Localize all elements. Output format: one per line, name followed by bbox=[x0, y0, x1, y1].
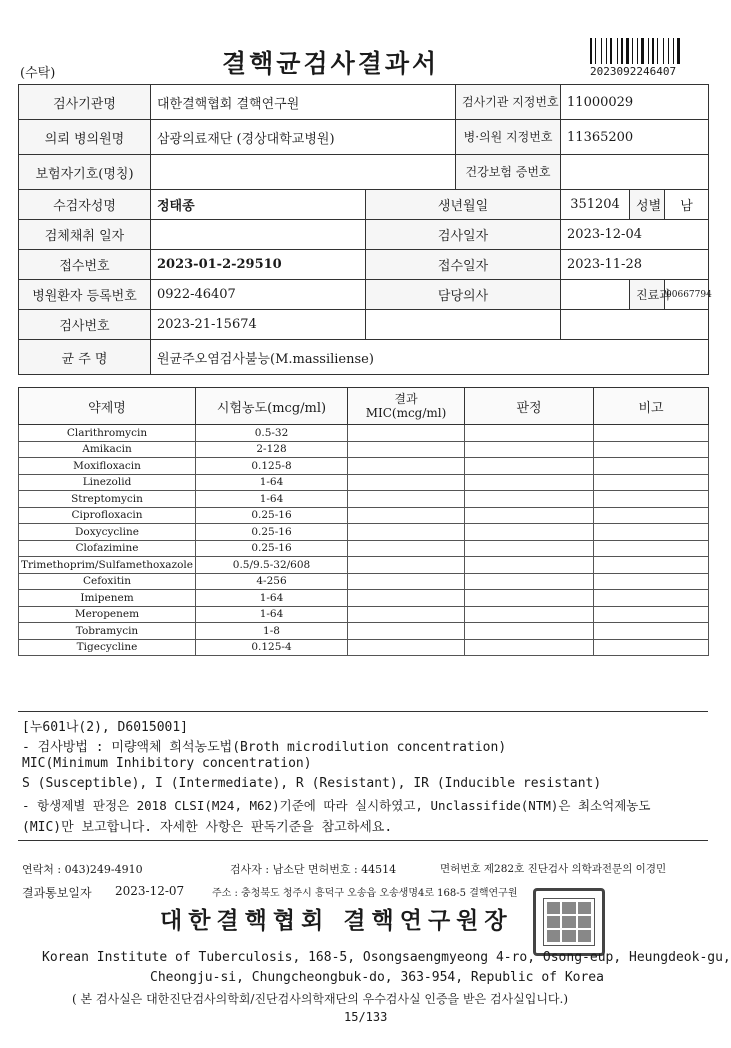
judgement-cell bbox=[465, 524, 594, 541]
test-no-label: 검사번호 bbox=[19, 310, 151, 340]
mic-cell bbox=[348, 474, 465, 491]
address-kr: 주소 : 충청북도 청주시 흥덕구 오송읍 오송생명4로 168-5 결핵연구원 bbox=[212, 888, 518, 899]
drug-row bbox=[19, 623, 709, 640]
hosp-code-label: 병·의원 지정번호 bbox=[456, 120, 561, 155]
drug-susceptibility-table bbox=[18, 387, 709, 656]
test-date-value: 2023-12-04 bbox=[561, 220, 709, 250]
inst-code-label: 검사기관 지정번호 bbox=[456, 85, 561, 120]
remark-cell bbox=[594, 458, 709, 475]
test-date-label: 검사일자 bbox=[366, 220, 561, 250]
drug-name-cell: Cefoxitin bbox=[19, 573, 196, 590]
drug-name-cell: Amikacin bbox=[19, 441, 196, 458]
remark-cell bbox=[594, 425, 709, 442]
dob-label: 생년월일 bbox=[366, 190, 561, 220]
receipt-tag: (수탁) bbox=[20, 66, 56, 81]
certification-note: ( 본 검사실은 대한진단검사의학회/진단검사의학재단의 우수검사실 인증을 받은 검사실입니다.) bbox=[72, 992, 569, 1006]
drug-row bbox=[19, 491, 709, 508]
barcode-bar bbox=[595, 38, 596, 64]
remark-cell bbox=[594, 474, 709, 491]
mic-cell bbox=[348, 425, 465, 442]
col-header-result-top: 결과 bbox=[394, 392, 418, 406]
drug-name-cell: Tigecycline bbox=[19, 639, 196, 656]
conc-cell: 0.5-32 bbox=[196, 425, 348, 442]
mic-cell bbox=[348, 590, 465, 607]
drug-name-cell: Doxycycline bbox=[19, 524, 196, 541]
page-title: 결핵균검사결과서 bbox=[222, 49, 440, 78]
organization-name: 대한결핵협회 결핵연구원장 bbox=[160, 907, 513, 934]
judgement-cell bbox=[465, 639, 594, 656]
empty-cell bbox=[366, 310, 561, 340]
address-en-line1: Korean Institute of Tuberculosis, 168-5, Osongsaengmyeong 4-ro, Osong-eup, Heungdeok-gu, bbox=[42, 950, 731, 965]
col-header-result-bottom: MIC(mcg/ml) bbox=[365, 406, 447, 420]
barcode-bar bbox=[626, 38, 629, 64]
judgement-cell bbox=[465, 507, 594, 524]
drug-row bbox=[19, 573, 709, 590]
conc-cell: 1-64 bbox=[196, 474, 348, 491]
dept-value: 00667794 bbox=[665, 280, 709, 310]
patient-info-table bbox=[18, 84, 712, 375]
remark-cell bbox=[594, 507, 709, 524]
remark-cell bbox=[594, 524, 709, 541]
conc-cell: 0.25-16 bbox=[196, 507, 348, 524]
conc-cell: 1-8 bbox=[196, 623, 348, 640]
conc-cell: 1-64 bbox=[196, 590, 348, 607]
mic-cell bbox=[348, 524, 465, 541]
health-no-label: 건강보험 증번호 bbox=[456, 155, 561, 190]
test-no-value: 2023-21-15674 bbox=[151, 310, 366, 340]
hospital-label: 의뢰 병의원명 bbox=[19, 120, 151, 155]
dob-value: 351204 bbox=[561, 190, 630, 220]
notes-line: (MIC)만 보고합니다. 자세한 사항은 판독기준을 참고하세요. bbox=[22, 820, 393, 835]
remark-cell bbox=[594, 491, 709, 508]
mic-cell bbox=[348, 557, 465, 574]
barcode-bar bbox=[610, 38, 612, 64]
col-header-judgement: 판정 bbox=[465, 388, 594, 425]
drug-row bbox=[19, 425, 709, 442]
notify-date: 2023-12-07 bbox=[115, 884, 185, 898]
drug-row bbox=[19, 590, 709, 607]
barcode-bar bbox=[617, 38, 618, 64]
barcode-bar bbox=[668, 38, 669, 64]
conc-cell: 0.25-16 bbox=[196, 524, 348, 541]
col-header-remark: 비고 bbox=[594, 388, 709, 425]
barcode-bar bbox=[601, 38, 602, 64]
receipt-no-label: 접수번호 bbox=[19, 250, 151, 280]
col-header-conc: 시험농도(mcg/ml) bbox=[196, 388, 348, 425]
barcode-bar bbox=[632, 38, 633, 64]
drug-row bbox=[19, 474, 709, 491]
barcode-bar bbox=[637, 38, 638, 64]
col-header-result bbox=[348, 388, 465, 425]
judgement-cell bbox=[465, 474, 594, 491]
dept-label: 진료과 bbox=[630, 280, 665, 310]
remark-cell bbox=[594, 639, 709, 656]
inst-code-value: 11000029 bbox=[561, 85, 709, 120]
receipt-date-value: 2023-11-28 bbox=[561, 250, 709, 280]
judgement-cell bbox=[465, 458, 594, 475]
mic-cell bbox=[348, 573, 465, 590]
drug-row bbox=[19, 540, 709, 557]
notes-box bbox=[18, 711, 708, 841]
insured-value bbox=[151, 155, 456, 190]
remark-cell bbox=[594, 540, 709, 557]
barcode-bar bbox=[652, 38, 654, 64]
reg-no-label: 병원환자 등록번호 bbox=[19, 280, 151, 310]
barcode-bar bbox=[657, 38, 658, 64]
conc-cell: 2-128 bbox=[196, 441, 348, 458]
patient-value: 정태종 bbox=[151, 190, 366, 220]
judgement-cell bbox=[465, 425, 594, 442]
page-number: 15/133 bbox=[344, 1010, 388, 1024]
remark-cell bbox=[594, 606, 709, 623]
drug-row bbox=[19, 507, 709, 524]
barcode-bar bbox=[606, 38, 607, 64]
drug-row bbox=[19, 606, 709, 623]
notes-line: MIC(Minimum Inhibitory concentration) bbox=[22, 756, 312, 771]
drug-name-cell: Imipenem bbox=[19, 590, 196, 607]
drug-name-cell: Clofazimine bbox=[19, 540, 196, 557]
barcode-number: 2023092246407 bbox=[590, 65, 677, 78]
remark-cell bbox=[594, 590, 709, 607]
conc-cell: 4-256 bbox=[196, 573, 348, 590]
mic-cell bbox=[348, 540, 465, 557]
drug-name-cell: Moxifloxacin bbox=[19, 458, 196, 475]
conc-cell: 1-64 bbox=[196, 491, 348, 508]
drug-name-cell: Streptomycin bbox=[19, 491, 196, 508]
notify-label: 결과통보일자 bbox=[22, 886, 92, 900]
notes-line: - 검사방법 : 미량액체 희석농도법(Broth microdilution concentration) bbox=[22, 740, 507, 755]
drug-name-cell: Clarithromycin bbox=[19, 425, 196, 442]
insured-label: 보험자기호(명칭) bbox=[19, 155, 151, 190]
patient-label: 수검자성명 bbox=[19, 190, 151, 220]
mic-cell bbox=[348, 507, 465, 524]
organism-value: 원균주오염검사불능(M.massiliense) bbox=[151, 340, 709, 375]
drug-row bbox=[19, 458, 709, 475]
receipt-no-value: 2023-01-2-29510 bbox=[151, 250, 366, 280]
hosp-code-value: 11365200 bbox=[561, 120, 709, 155]
barcode-bar bbox=[673, 38, 674, 64]
official-seal-icon bbox=[533, 888, 605, 956]
doctor-label: 담당의사 bbox=[366, 280, 561, 310]
judgement-cell bbox=[465, 557, 594, 574]
tester-info: 검사자 : 남소단 면허번호 : 44514 bbox=[230, 863, 397, 876]
mic-cell bbox=[348, 639, 465, 656]
drug-name-cell: Ciprofloxacin bbox=[19, 507, 196, 524]
drug-name-cell: Meropenem bbox=[19, 606, 196, 623]
drug-row bbox=[19, 639, 709, 656]
institution-label: 검사기관명 bbox=[19, 85, 151, 120]
mic-cell bbox=[348, 458, 465, 475]
conc-cell: 0.5/9.5-32/608 bbox=[196, 557, 348, 574]
drug-row bbox=[19, 557, 709, 574]
col-header-drug: 약제명 bbox=[19, 388, 196, 425]
barcode-bar bbox=[663, 38, 664, 64]
judgement-cell bbox=[465, 491, 594, 508]
remark-cell bbox=[594, 557, 709, 574]
conc-cell: 1-64 bbox=[196, 606, 348, 623]
conc-cell: 0.125-4 bbox=[196, 639, 348, 656]
drug-name-cell: Trimethoprim/Sulfamethoxazole bbox=[19, 557, 196, 574]
mic-cell bbox=[348, 606, 465, 623]
mic-cell bbox=[348, 491, 465, 508]
judgement-cell bbox=[465, 573, 594, 590]
judgement-cell bbox=[465, 540, 594, 557]
organism-label: 균 주 명 bbox=[19, 340, 151, 375]
judgement-cell bbox=[465, 441, 594, 458]
conc-cell: 0.25-16 bbox=[196, 540, 348, 557]
notes-line: S (Susceptible), I (Intermediate), R (Resistant), IR (Inducible resistant) bbox=[22, 776, 602, 791]
address-en-line2: Cheongju-si, Chungcheongbuk-do, 363-954, Republic of Korea bbox=[150, 970, 604, 985]
doctor-value bbox=[561, 280, 630, 310]
collect-date-value bbox=[151, 220, 366, 250]
drug-name-cell: Linezolid bbox=[19, 474, 196, 491]
judgement-cell bbox=[465, 606, 594, 623]
conc-cell: 0.125-8 bbox=[196, 458, 348, 475]
remark-cell bbox=[594, 623, 709, 640]
hospital-value: 삼광의료재단 (경상대학교병원) bbox=[151, 120, 456, 155]
reg-no-value: 0922-46407 bbox=[151, 280, 366, 310]
drug-row bbox=[19, 524, 709, 541]
judgement-cell bbox=[465, 623, 594, 640]
barcode-bar bbox=[641, 38, 644, 64]
barcode-image bbox=[590, 38, 694, 64]
judgement-cell bbox=[465, 590, 594, 607]
barcode-bar bbox=[677, 38, 680, 64]
collect-date-label: 검체채취 일자 bbox=[19, 220, 151, 250]
receipt-date-label: 접수일자 bbox=[366, 250, 561, 280]
institution-value: 대한결핵협회 결핵연구원 bbox=[151, 85, 456, 120]
mic-cell bbox=[348, 623, 465, 640]
sex-value: 남 bbox=[665, 190, 709, 220]
notes-line: [누601나(2), D6015001] bbox=[22, 720, 188, 735]
notes-line: - 항생제별 판정은 2018 CLSI(M24, M62)기준에 따라 실시하였고, Unclassifide(NTM)은 최소억제농도 bbox=[22, 798, 651, 813]
remark-cell bbox=[594, 441, 709, 458]
sex-label: 성별 bbox=[630, 190, 665, 220]
mic-cell bbox=[348, 441, 465, 458]
barcode-bar bbox=[590, 38, 592, 64]
contact-info: 연락처 : 043)249-4910 bbox=[22, 863, 143, 876]
remark-cell bbox=[594, 573, 709, 590]
health-no-value bbox=[561, 155, 709, 190]
drug-row bbox=[19, 441, 709, 458]
barcode-bar bbox=[621, 38, 623, 64]
empty-cell bbox=[561, 310, 709, 340]
barcode-bar bbox=[648, 38, 649, 64]
drug-name-cell: Tobramycin bbox=[19, 623, 196, 640]
specialist-info: 면허번호 제282호 진단검사 의학과전문의 이경민 bbox=[440, 863, 667, 875]
